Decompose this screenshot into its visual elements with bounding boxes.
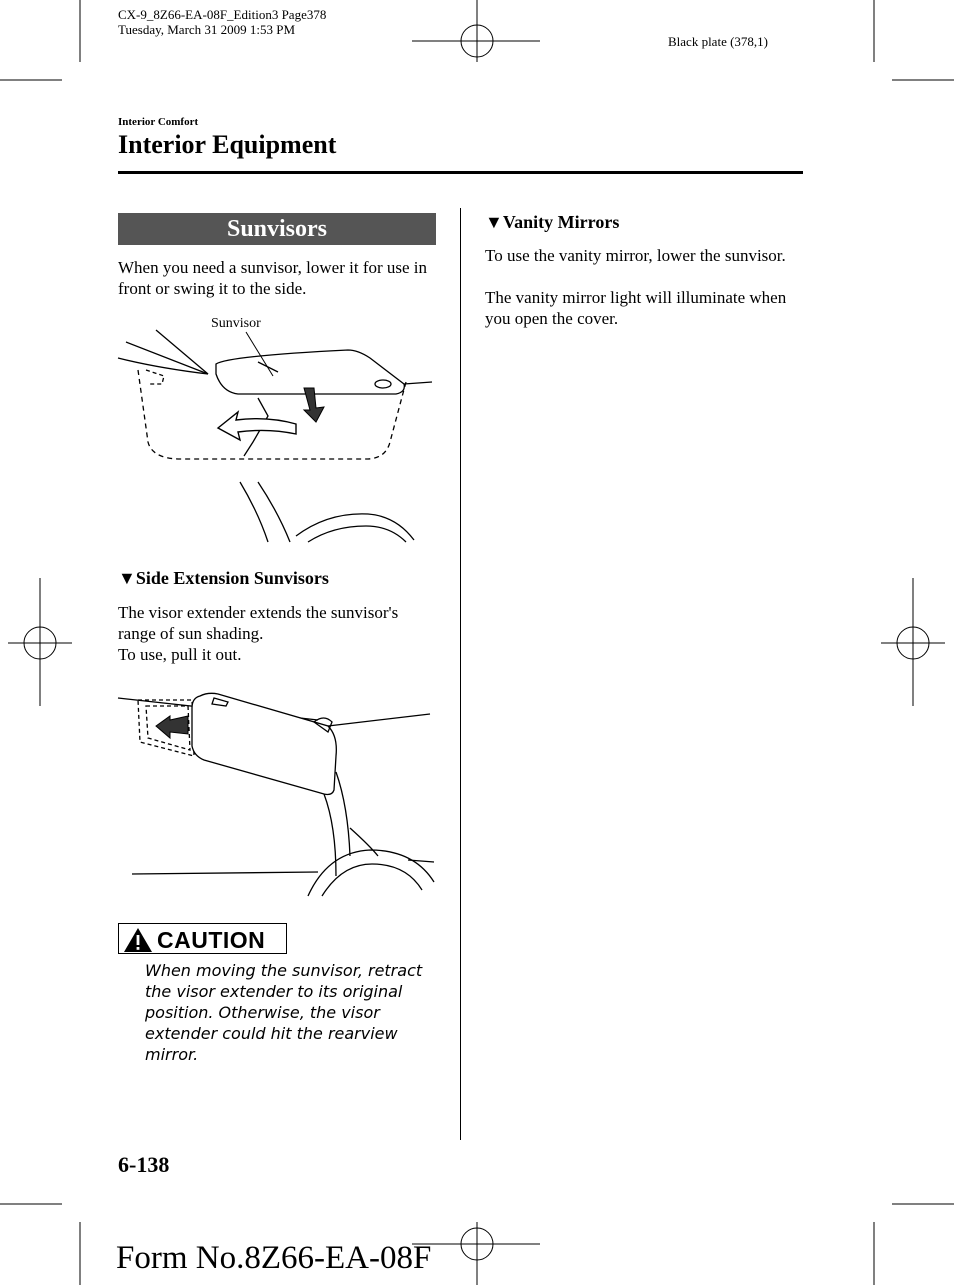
sunvisor-figure [118, 312, 438, 542]
form-number: Form No.8Z66-EA-08F [116, 1240, 432, 1276]
vanity-mirrors-heading: ▼Vanity Mirrors [485, 212, 620, 232]
down-triangle-icon: ▼ [485, 212, 503, 232]
print-info-line-1: CX-9_8Z66-EA-08F_Edition3 Page378 [118, 7, 327, 22]
page-title: Interior Equipment [118, 130, 337, 159]
section-kicker: Interior Comfort [118, 116, 199, 128]
side-extension-heading: ▼Side Extension Sunvisors [118, 568, 329, 588]
sunvisors-banner: Sunvisors [118, 213, 436, 245]
title-rule [118, 171, 803, 174]
extender-visor-shape [192, 693, 336, 794]
visor-shape [216, 350, 404, 394]
caution-label: CAUTION [157, 927, 266, 953]
caution-text: When moving the sunvisor, retract the visor extender to its original position. Otherwise, the visor extender could hit the rearview mirror. [145, 961, 423, 1064]
vanity-mirrors-text-1: To use the vanity mirror, lower the sunvisor. [485, 246, 786, 265]
print-info [118, 7, 326, 37]
print-info-line-2: Tuesday, March 31 2009 1:53 PM [118, 22, 296, 37]
column-divider [460, 208, 461, 1140]
warning-triangle-icon [122, 926, 154, 954]
figure-label-sunvisor: Sunvisor [211, 316, 261, 331]
page-number: 6-138 [118, 1152, 170, 1177]
sunvisors-intro: When you need a sunvisor, lower it for use in front or swing it to the side. [118, 258, 428, 298]
side-extension-text-2: To use, pull it out. [118, 645, 242, 664]
down-triangle-icon: ▼ [118, 568, 136, 588]
plate-label: Black plate (378,1) [668, 34, 768, 49]
visor-extender-figure [118, 686, 438, 896]
vanity-mirrors-text-2: The vanity mirror light will illuminate when you open the cover. [485, 288, 787, 328]
side-extension-text-1: The visor extender extends the sunvisor's range of sun shading. [118, 603, 399, 643]
